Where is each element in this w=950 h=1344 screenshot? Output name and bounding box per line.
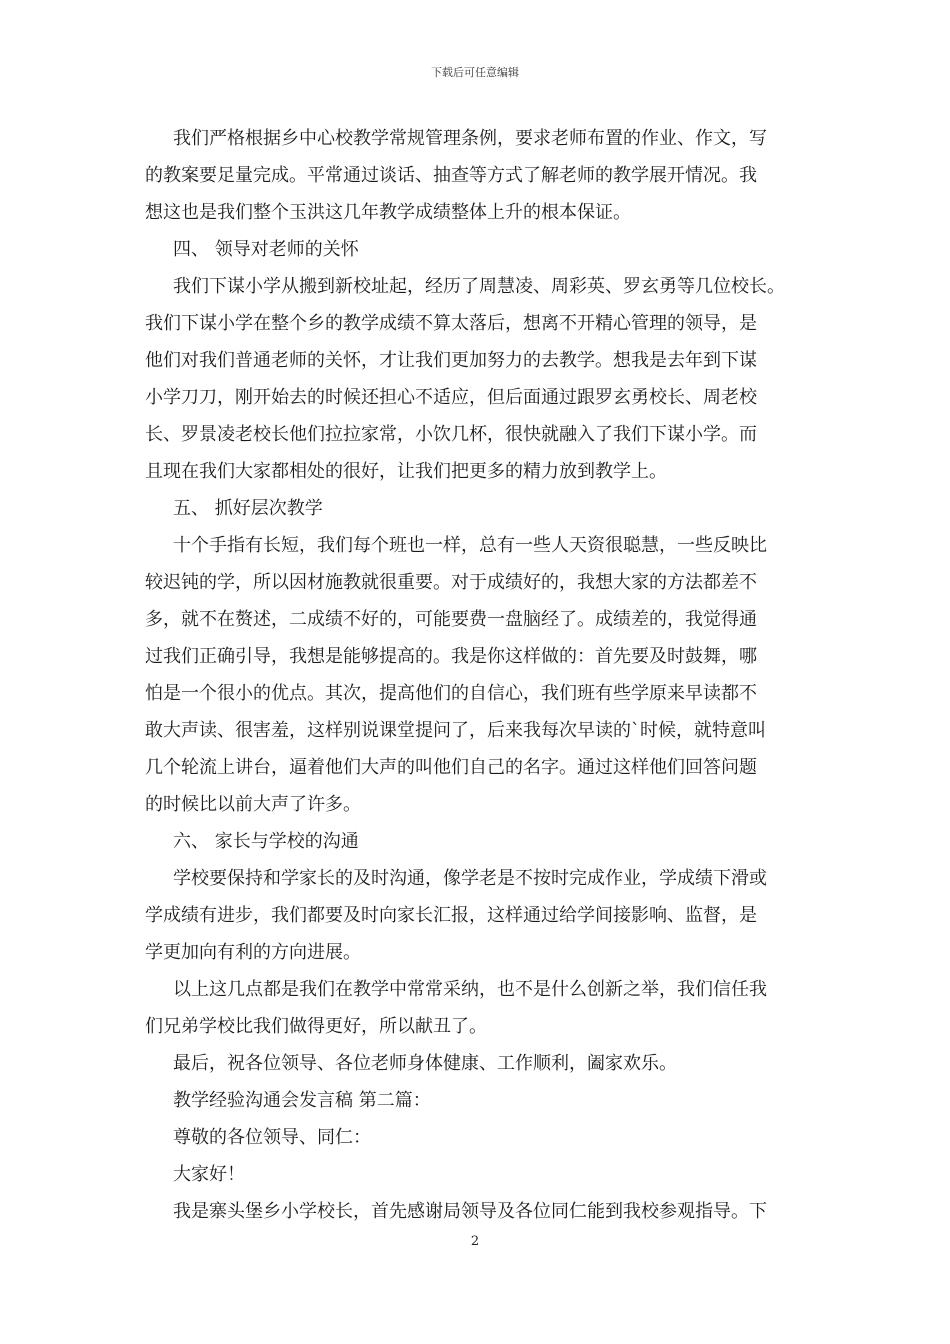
text-line: 尊敬的各位领导、同仁： [173, 1127, 371, 1148]
text-line: 长、罗景凌老校长他们拉拉家常，小饮几杯，很快就融入了我们下谋小学。而 [145, 424, 757, 445]
text-line: 学成绩有进步，我们都要及时向家长汇报，这样通过给学间接影响、监督，是 [145, 905, 757, 926]
text-line: 我们下谋小学从搬到新校址起，经历了周慧凌、周彩英、罗玄勇等几位校长。 [173, 276, 785, 297]
text-line: 几个轮流上讲台，逼着他们大声的叫他们自己的名字。通过这样他们回答问题 [145, 757, 757, 778]
text-line: 且现在我们大家都相处的很好，让我们把更多的精力放到教学上。 [145, 461, 667, 482]
text-line: 最后，祝各位领导、各位老师身体健康、工作顺利，阖家欢乐。 [173, 1053, 677, 1074]
text-line: 多，就不在赘述，二成绩不好的，可能要费一盘脑经了。成绩差的，我觉得通 [145, 609, 757, 630]
text-line: 怕是一个很小的优点。其次，提高他们的自信心，我们班有些学原来早读都不 [145, 683, 757, 704]
text-line: 他们对我们普通老师的关怀，才让我们更加努力的去教学。想我是去年到下谋 [145, 350, 757, 371]
text-line: 的时候比以前大声了许多。 [145, 794, 361, 815]
text-line: 教学经验沟通会发言稿 第二篇： [173, 1090, 431, 1111]
text-line: 过我们正确引导，我想是能够提高的。我是你这样做的：首先要及时鼓舞，哪 [145, 646, 757, 667]
text-line: 我是寨头堡乡小学校长，首先感谢局领导及各位同仁能到我校参观指导。下 [173, 1201, 767, 1222]
text-line: 敢大声读、很害羞，这样别说课堂提问了，后来我每次早读的`时候，就特意叫 [145, 720, 766, 741]
page-header: 下载后可任意编辑 [431, 66, 519, 79]
document-body [145, 120, 815, 1230]
text-line: 的教案要足量完成。平常通过谈话、抽查等方式了解老师的教学展开情况。我 [145, 165, 757, 186]
text-line: 六、 家长与学校的沟通 [173, 831, 359, 852]
text-line: 五、 抓好层次教学 [173, 498, 323, 519]
text-line: 大家好！ [173, 1164, 245, 1185]
page-number: 2 [470, 1234, 480, 1249]
text-line: 十个手指有长短，我们每个班也一样，总有一些人天资很聪慧，一些反映比 [173, 535, 767, 556]
text-line: 我们下谋小学在整个乡的教学成绩不算太落后，想离不开精心管理的领导，是 [145, 313, 757, 334]
text-line: 想这也是我们整个玉洪这几年教学成绩整体上升的根本保证。 [145, 202, 631, 223]
text-line: 以上这几点都是我们在教学中常常采纳，也不是什么创新之举，我们信任我 [173, 979, 767, 1000]
text-line: 我们严格根据乡中心校教学常规管理条例，要求老师布置的作业、作文，写 [173, 128, 767, 149]
text-line: 们兄弟学校比我们做得更好，所以献丑了。 [145, 1016, 487, 1037]
text-line: 学更加向有利的方向进展。 [145, 942, 361, 963]
text-line: 学校要保持和学家长的及时沟通，像学老是不按时完成作业，学成绩下滑或 [173, 868, 767, 889]
text-line: 较迟钝的学，所以因材施教就很重要。对于成绩好的，我想大家的方法都差不 [145, 572, 757, 593]
text-line: 四、 领导对老师的关怀 [173, 239, 359, 260]
text-line: 小学刀刀，刚开始去的时候还担心不适应，但后面通过跟罗玄勇校长、周老校 [145, 387, 757, 408]
